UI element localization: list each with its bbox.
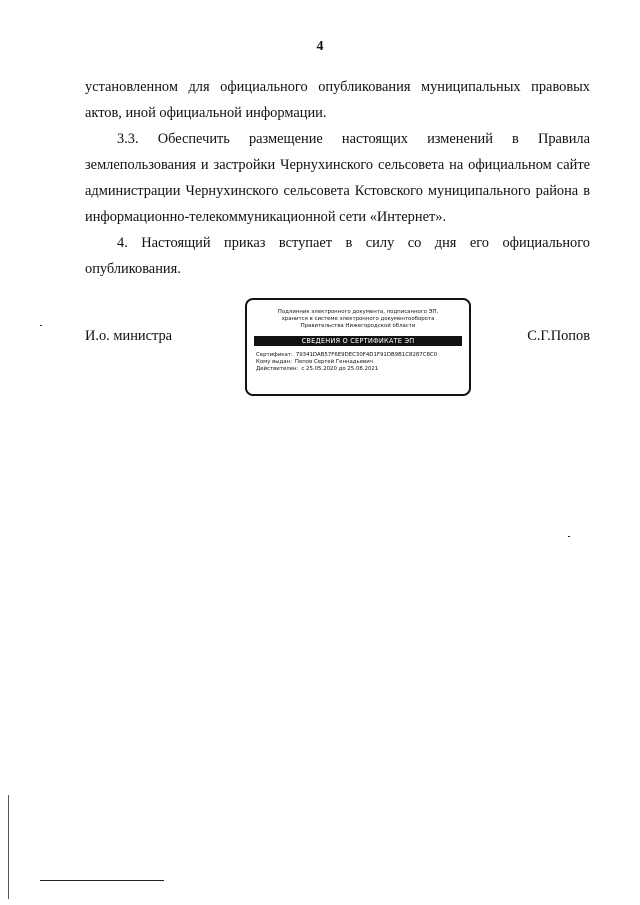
- stamp-row-certificate: [256, 352, 462, 359]
- stamp-details: [256, 352, 462, 373]
- stamp-row-value: 79341DAB57F6E9DEC30F4D1F91DB9B1C8287C8C0: [295, 352, 438, 358]
- stamp-row-key: Действителен:: [256, 366, 299, 372]
- body-text: [85, 74, 590, 282]
- stamp-row-key: Кому выдан:: [256, 359, 292, 365]
- paragraph-continuation: установленном для официального опубликования муниципальных правовых актов, иной официальной информации.: [85, 79, 590, 121]
- signer-title: И.о. министра: [85, 328, 173, 344]
- stamp-certificate-bar: СВЕДЕНИЯ О СЕРТИФИКАТЕ ЭП: [254, 336, 462, 346]
- scan-edge-line: [8, 795, 9, 899]
- stamp-row-key: Сертификат:: [256, 352, 293, 358]
- stamp-row-value: с 25.05.2020 до 25.08.2021: [301, 366, 379, 372]
- stamp-header-line: хранится в системе электронного документооборота: [281, 316, 435, 322]
- paragraph-item-4: 4. Настоящий приказ вступает в силу со дня его официального опубликования.: [85, 235, 590, 277]
- stamp-header-line: Подлинник электронного документа, подписанного ЭП,: [277, 309, 439, 315]
- stamp-row-valid: [256, 366, 462, 373]
- footnote-rule: [40, 880, 164, 881]
- signer-name: С.Г.Попов: [527, 328, 590, 344]
- stamp-row-issued-to: [256, 359, 462, 366]
- stamp-header-line: Правительства Нижегородской области: [300, 323, 416, 329]
- e-signature-stamp: [245, 298, 471, 396]
- scan-speck: [568, 536, 570, 537]
- paragraph-item-3-3: 3.3. Обеспечить размещение настоящих изменений в Правила землепользования и застройки Чернухинского сельсовета на официальном сайте администрации Чернухинского сельсовета Кстовского муниципального района в информационно-телекоммуникационной сети «Интернет».: [85, 131, 590, 225]
- stamp-header: [247, 309, 469, 330]
- scan-speck: [40, 325, 42, 326]
- page-number: 4: [316, 39, 324, 54]
- stamp-row-value: Попов Сергей Геннадьевич: [294, 359, 373, 365]
